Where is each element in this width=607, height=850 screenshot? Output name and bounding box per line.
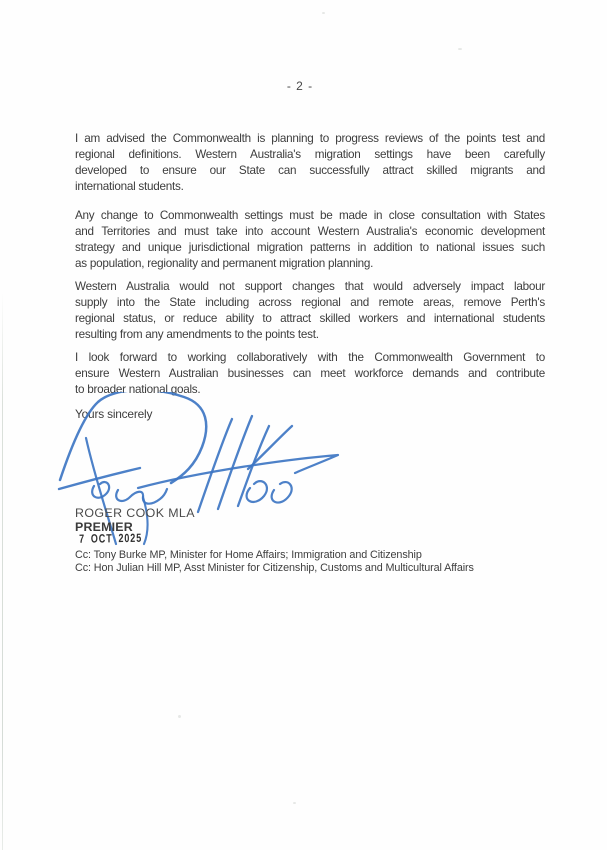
paragraph-line: Western Australia would not support changes that would adversely impact labour <box>75 280 545 293</box>
page-number: - 2 - <box>286 79 314 93</box>
cc-line: Cc: Hon Julian Hill MP, Asst Minister for Citizenship, Customs and Multicultural Affairs <box>75 562 474 574</box>
paragraph-line: as population, regionality and permanent migration planning. <box>75 257 374 270</box>
cc-block <box>75 549 474 575</box>
paragraph-line: regional status, or reduce ability to attract skilled workers and international students <box>75 312 545 325</box>
date-stamp: 7 OCT 2025 <box>79 532 143 546</box>
paragraph-3 <box>75 279 545 343</box>
paragraph-line: regional definitions. Western Australia's migration settings have been carefully <box>75 148 545 161</box>
scan-speck <box>322 12 325 14</box>
paragraph-line: ensure Western Australian businesses can meet workforce demands and contribute <box>75 367 545 380</box>
paragraph-2 <box>75 208 545 272</box>
paragraph-line: and Territories and must take into account Western Australia's economic development <box>75 225 545 238</box>
scan-speck <box>293 802 296 804</box>
paragraph-line: international students. <box>75 180 184 193</box>
paragraph-line: to broader national goals. <box>75 383 201 396</box>
scan-speck <box>178 715 181 718</box>
paragraph-line: Any change to Commonwealth settings must be made in close consultation with States <box>75 209 545 222</box>
paragraph-line: supply into the State including across regional and remote areas, remove Perth's <box>75 296 545 309</box>
signatory-title: PREMIER <box>75 520 133 534</box>
closing-salutation: Yours sincerely <box>75 407 153 421</box>
paragraph-line: I look forward to working collaboratively with the Commonwealth Government to <box>75 351 545 364</box>
scan-edge-artifact <box>2 290 3 850</box>
paragraph-line: developed to ensure our State can successfully attract skilled migrants and <box>75 164 545 177</box>
paragraph-line: I am advised the Commonwealth is planning to progress reviews of the points test and <box>75 132 545 145</box>
scan-speck <box>458 48 462 50</box>
paragraph-4 <box>75 350 545 398</box>
signatory-name: ROGER COOK MLA <box>75 506 195 520</box>
paragraph-line: resulting from any amendments to the points test. <box>75 328 319 341</box>
cc-line: Cc: Tony Burke MP, Minister for Home Affairs; Immigration and Citizenship <box>75 549 422 561</box>
paragraph-line: strategy and unique jurisdictional migration patterns in addition to national issues such <box>75 241 545 254</box>
paragraph-1 <box>75 131 545 195</box>
